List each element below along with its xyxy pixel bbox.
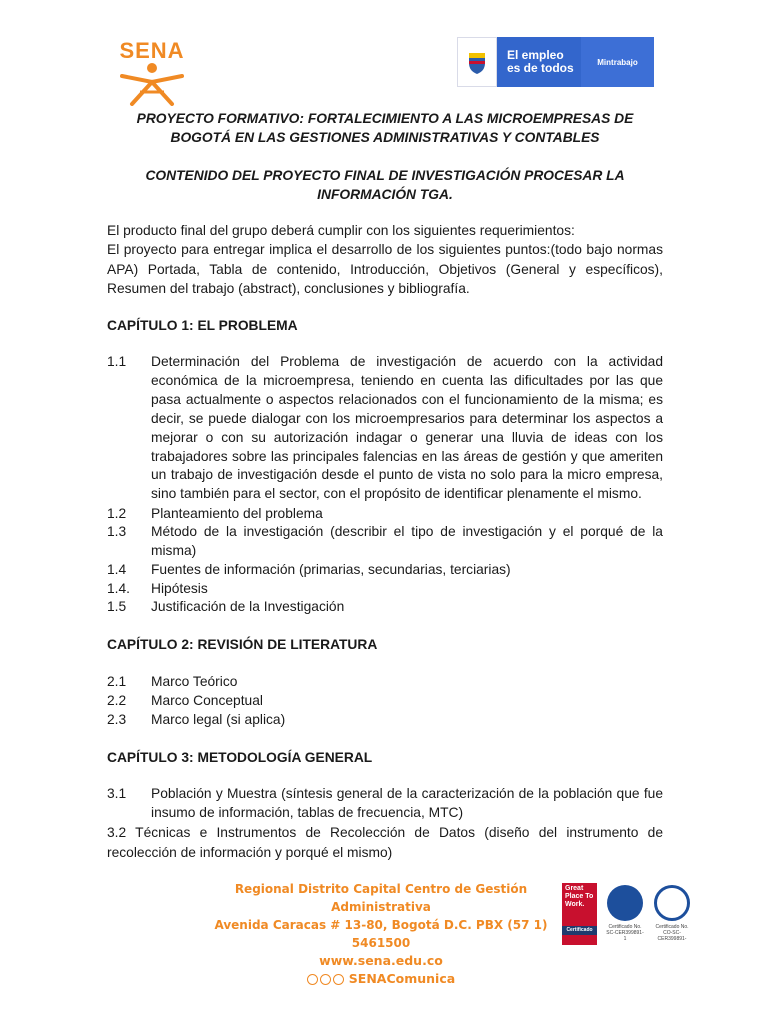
intro-paragraph-2: El proyecto para entregar implica el desarrollo de los siguientes puntos:(todo bajo normas APA) Portada, Tabla de contenido, Introducción, Objetivos (General y específicos), Resumen del trabajo (abstract), conclusiones y bibliografía. xyxy=(107,242,663,296)
item-text: Planteamiento del problema xyxy=(151,506,323,521)
content-title-line1: CONTENIDO DEL PROYECTO FINAL DE INVESTIGACIÓN PROCESAR LA xyxy=(145,168,625,183)
sena-logo xyxy=(114,38,190,104)
cert-caption-2: Certificado No. CO-SC-CER399891- xyxy=(655,924,689,942)
facebook-icon xyxy=(333,974,344,985)
item-number: 3.1 xyxy=(107,786,127,801)
item-number: 1.4. xyxy=(107,581,131,596)
gov-slogan-line1: El empleo xyxy=(507,48,564,62)
iqnet-certification xyxy=(652,885,692,942)
chapter-1-heading: CAPÍTULO 1: EL PROBLEMA xyxy=(107,318,298,333)
content-title xyxy=(107,166,663,204)
item-number: 1.1 xyxy=(107,354,127,369)
footer-regional: Regional Distrito Capital Centro de Gestión Administrativa xyxy=(234,882,528,914)
gov-slogan xyxy=(497,37,581,87)
great-place-to-work-badge xyxy=(562,883,597,945)
item-text: Marco Conceptual xyxy=(151,693,263,708)
project-title-line1: PROYECTO FORMATIVO: FORTALECIMIENTO A LAS MICROEMPRESAS DE xyxy=(136,111,634,126)
iqnet-logo-icon xyxy=(654,885,690,921)
list-item: 3.2 Técnicas e Instrumentos de Recolección de Datos (diseño del instrumento de recolección de información y porqué el mismo) xyxy=(107,825,663,860)
footer-address: Avenida Caracas # 13-80, Bogotá D.C. PBX (57 1) 5461500 xyxy=(214,918,548,950)
item-number: 2.1 xyxy=(107,674,127,689)
footer-social xyxy=(196,970,566,988)
item-text: Justificación de la Investigación xyxy=(151,599,345,614)
sena-figure-icon xyxy=(118,62,186,106)
item-number: 1.3 xyxy=(107,524,127,539)
item-number: 1.4 xyxy=(107,562,127,577)
icontec-certification xyxy=(605,885,645,942)
item-number: 2.2 xyxy=(107,693,127,708)
item-number: 2.3 xyxy=(107,712,127,727)
item-text: Hipótesis xyxy=(151,581,208,596)
twitter-icon xyxy=(307,974,318,985)
project-title-line2: BOGOTÁ EN LAS GESTIONES ADMINISTRATIVAS Y CONTABLES xyxy=(170,130,600,145)
sena-logo-text: SENA xyxy=(119,38,185,63)
project-title xyxy=(107,109,663,147)
gptw-label: Great Place To Work. xyxy=(565,885,594,908)
item-text: Determinación del Problema de investigación de acuerdo con la actividad económica de la microempresa, teniendo en cuenta las dificultades por las que pasa actualmente o aspectos relacionados con el funcionamiento de la misma; es decir, se puede dialogar con los microempresarios para determinar los aspectos a mejorar o con su autorización indagar o generar una lluvia de ideas con los trabajadores sobre las principales falencias en las áreas de gestión y que ameriten un trabajo de investigación desde el punto de vista no solo para la micro empresa, sino también para el sector, con el propósito de identificar plenamente el mismo. xyxy=(151,354,663,502)
item-text: Marco Teórico xyxy=(151,674,238,689)
chapter-2-heading: CAPÍTULO 2: REVISIÓN DE LITERATURA xyxy=(107,637,378,652)
footer-social-handle: SENAComunica xyxy=(348,971,456,986)
chapter-3-heading: CAPÍTULO 3: METODOLOGÍA GENERAL xyxy=(107,750,373,765)
gptw-band: Certificado xyxy=(562,926,597,935)
item-text: Fuentes de información (primarias, secundarias, terciarias) xyxy=(151,562,511,577)
footer-website: www.sena.edu.co xyxy=(319,953,443,968)
cert-caption-1: Certificado No. SC-CER399891-1 xyxy=(606,924,644,942)
item-number: 1.5 xyxy=(107,599,127,614)
item-text: Población y Muestra (síntesis general de la caracterización de la población que fue insumo de información, tablas de frecuencia, MTC) xyxy=(151,786,663,820)
content-title-line2: INFORMACIÓN TGA. xyxy=(317,187,453,202)
gov-slogan-line2: es de todos xyxy=(507,61,574,75)
coat-of-arms-icon xyxy=(457,37,497,87)
item-text: Marco legal (si aplica) xyxy=(151,712,286,727)
item-number: 1.2 xyxy=(107,506,127,521)
instagram-icon xyxy=(320,974,331,985)
item-text: Método de la investigación (describir el tipo de investigación y el porqué de la misma) xyxy=(151,524,663,558)
footer-contact xyxy=(196,880,566,988)
government-banner xyxy=(457,37,654,87)
icontec-logo-icon xyxy=(607,885,643,921)
intro-paragraph-1: El producto final del grupo deberá cumplir con los siguientes requerimientos: xyxy=(107,223,575,238)
ministry-label: Mintrabajo xyxy=(581,37,654,87)
list-item xyxy=(107,353,663,505)
